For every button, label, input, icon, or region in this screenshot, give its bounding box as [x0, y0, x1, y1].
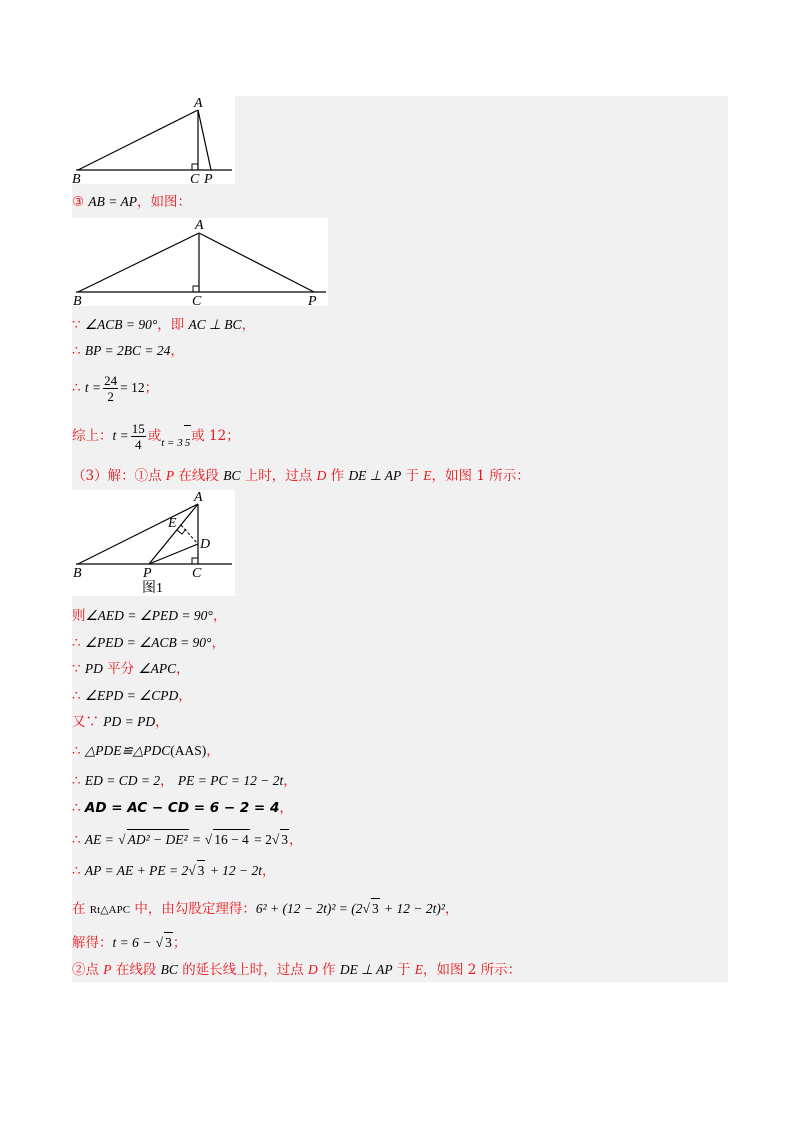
sqrt-expr: 5 [184, 425, 192, 460]
line-text: 又∵ [72, 714, 104, 730]
figure-svg [72, 490, 235, 596]
point-label-a: A [194, 490, 203, 505]
math-expr: ∠EPD = ∠CPD [84, 688, 179, 703]
math-expr: BP = 2BC = 24 [84, 343, 171, 358]
math-expr: t = [112, 428, 129, 443]
solution-line-17: 在 Rt△APC 中，由勾股定理得：6² + (12 − 2t)² = (2√ 3 + 12 − 2t)²， [72, 898, 458, 920]
line-text: 于 [401, 468, 424, 484]
line-text: ，如图 2 所示： [422, 962, 522, 978]
line-text: 的延长线上时，过点 [177, 962, 308, 978]
solution-line-15: ∴ AE = √ AD² − DE² = √ 16 − 4 = 2√ 3， [72, 829, 303, 850]
solution-line-1 [72, 192, 191, 212]
math-expr: AP = AE + PE = 2 [84, 863, 189, 878]
point-label-p: P [308, 294, 317, 306]
math-expr: + 12 − 2t)² [384, 901, 445, 916]
math-expr: AE = [84, 832, 114, 847]
line-text: ， [212, 608, 227, 624]
math-var: D [316, 468, 327, 483]
solution-line-8 [72, 633, 225, 653]
line-text: ②点 [72, 962, 104, 978]
sqrt-expr: 3 [280, 829, 289, 850]
math-expr: PD = PD [103, 714, 156, 729]
math-var: E [414, 962, 423, 977]
solution-content [72, 96, 728, 982]
math-expr: PD [84, 661, 103, 676]
figure-1 [72, 490, 235, 596]
math-expr: DE ⊥ AP [348, 468, 402, 483]
solution-line-4 [72, 371, 158, 405]
math-var: P [103, 962, 112, 977]
numerator: 24 [104, 373, 118, 388]
sqrt-expr: 3 [164, 932, 173, 953]
line-text: ∴ [72, 380, 85, 396]
solution-line-7 [72, 606, 226, 626]
fraction [103, 373, 118, 404]
figure-caption: 图1 [142, 581, 163, 596]
line-text: （3）解：①点 [72, 468, 166, 484]
line-text: ， [289, 832, 303, 848]
line-text: 则 [72, 608, 86, 624]
math-var: D [308, 962, 318, 977]
line-text: 平分 [102, 661, 139, 677]
point-label-a: A [194, 96, 203, 111]
math-var: BC [223, 468, 241, 483]
line-text: ，即 [157, 317, 189, 333]
point-label-c: C [192, 566, 202, 581]
line-text: ， [155, 714, 169, 730]
math-expr: PE = PC = 12 − 2t [177, 773, 284, 788]
math-expr: AD = AC − CD = 6 − 2 = 4 [84, 800, 280, 816]
line-text: ， [176, 661, 190, 677]
math-expr: AC ⊥ BC [188, 317, 242, 332]
line-text: ，如图 1 所示： [431, 468, 530, 484]
math-expr: △PDE≌△PDC [84, 743, 171, 758]
sqrt-expr: AD² − DE² [127, 829, 189, 850]
solution-line-16: ∴ AP = AE + PE = 2√ 3 + 12 − 2t， [72, 860, 276, 881]
line-text: 中，由勾股定理得： [130, 901, 256, 917]
line-text: ∴ [72, 343, 85, 359]
math-expr: Rt△APC [89, 904, 131, 916]
line-text: ③ [72, 194, 89, 210]
point-label-b: B [72, 172, 81, 184]
line-text: 作 [317, 962, 340, 978]
math-expr: ED = CD = 2 [84, 773, 161, 788]
line-text: 在线段 [111, 962, 161, 978]
point-label-b: B [73, 294, 82, 306]
line-text: 在线段 [174, 468, 224, 484]
line-text: ∴ [72, 773, 85, 789]
line-text: 或 [147, 428, 162, 444]
line-text: ∴ [72, 743, 85, 759]
math-expr: = 2 [254, 832, 272, 847]
point-label-b: B [73, 566, 82, 581]
line-text: ， [444, 901, 459, 917]
line-text: ∴ [72, 832, 85, 848]
line-text: ∴ [72, 635, 85, 651]
line-text: ∵ [72, 661, 85, 677]
math-expr: AB = AP [88, 194, 138, 209]
figure-svg [72, 96, 235, 184]
point-label-e: E [168, 516, 177, 531]
point-label-p: P [204, 172, 213, 184]
line-text: ， [262, 863, 276, 879]
fraction [131, 421, 146, 452]
line-text: 于 [392, 962, 415, 978]
line-text: ， [241, 317, 256, 333]
math-expr: (AAS) [170, 743, 207, 758]
math-expr: + 12 − 2t [209, 863, 263, 878]
line-text: 综上： [72, 428, 113, 444]
line-text: ∴ [72, 863, 85, 879]
line-text: ， [206, 743, 220, 759]
math-expr: ∠APC [138, 661, 177, 676]
solution-line-11 [72, 712, 169, 732]
denominator: 2 [107, 389, 114, 404]
line-text: ， [279, 800, 293, 816]
math-expr: = 12 [120, 380, 145, 395]
line-text: ， [178, 688, 192, 704]
solution-line-5-summary [72, 419, 240, 460]
math-expr: = [192, 832, 201, 847]
line-text: ∵ [72, 317, 85, 333]
math-expr: 6² + (12 − 2t)² = (2 [255, 901, 363, 916]
math-expr: t = 3 [161, 437, 183, 449]
point-label-d: D [200, 537, 211, 552]
line-text: 上时，过点 [240, 468, 317, 484]
sqrt-expr: 3 [197, 860, 206, 881]
line-text: 在 [72, 901, 90, 917]
solution-line-18: 解得：t = 6 − √ 3； [72, 932, 186, 953]
point-label-c: C [190, 172, 200, 184]
point-label-a: A [195, 218, 204, 233]
line-text: 或 12； [191, 428, 240, 444]
point-label-c: C [192, 294, 202, 306]
solution-line-13 [72, 771, 297, 791]
line-text: 解得： [72, 935, 113, 951]
math-var: E [423, 468, 432, 483]
math-expr: DE ⊥ AP [339, 962, 393, 977]
solution-line-14 [72, 798, 293, 818]
line-text: ， [170, 343, 184, 359]
solution-line-6-part3 [72, 466, 530, 486]
solution-line-12 [72, 741, 220, 761]
line-text: ， [160, 773, 178, 789]
line-text: ∴ [72, 688, 85, 704]
sqrt-expr: 3 [371, 898, 380, 919]
solution-line-10 [72, 686, 192, 706]
line-text: ， [211, 635, 225, 651]
line-text: ； [172, 935, 187, 951]
sqrt-expr: 16 − 4 [213, 829, 250, 850]
numerator: 15 [131, 421, 145, 436]
figure-triangle-abp-isosceles [72, 218, 328, 306]
denominator: 4 [135, 437, 142, 452]
line-text: ； [144, 380, 159, 396]
point-label-p: P [143, 566, 152, 581]
math-expr: t = [84, 380, 102, 395]
math-expr: t = 6 − [112, 935, 152, 950]
line-text: 作 [326, 468, 349, 484]
solution-line-19-part2 [72, 960, 521, 980]
line-text: ，如图： [137, 194, 192, 210]
math-expr: ∠AED = ∠PED = 90° [85, 608, 213, 623]
math-expr: ∠ACB = 90° [84, 317, 158, 332]
line-text: ， [283, 773, 297, 789]
solution-line-9 [72, 659, 190, 679]
line-text: ∴ [72, 800, 85, 816]
solution-line-2 [72, 315, 255, 335]
math-var: BC [160, 962, 178, 977]
figure-svg [72, 218, 328, 306]
figure-triangle-abcp-small [72, 96, 235, 184]
math-var: P [165, 468, 175, 483]
math-expr: ∠PED = ∠ACB = 90° [84, 635, 212, 650]
solution-line-3 [72, 341, 184, 361]
